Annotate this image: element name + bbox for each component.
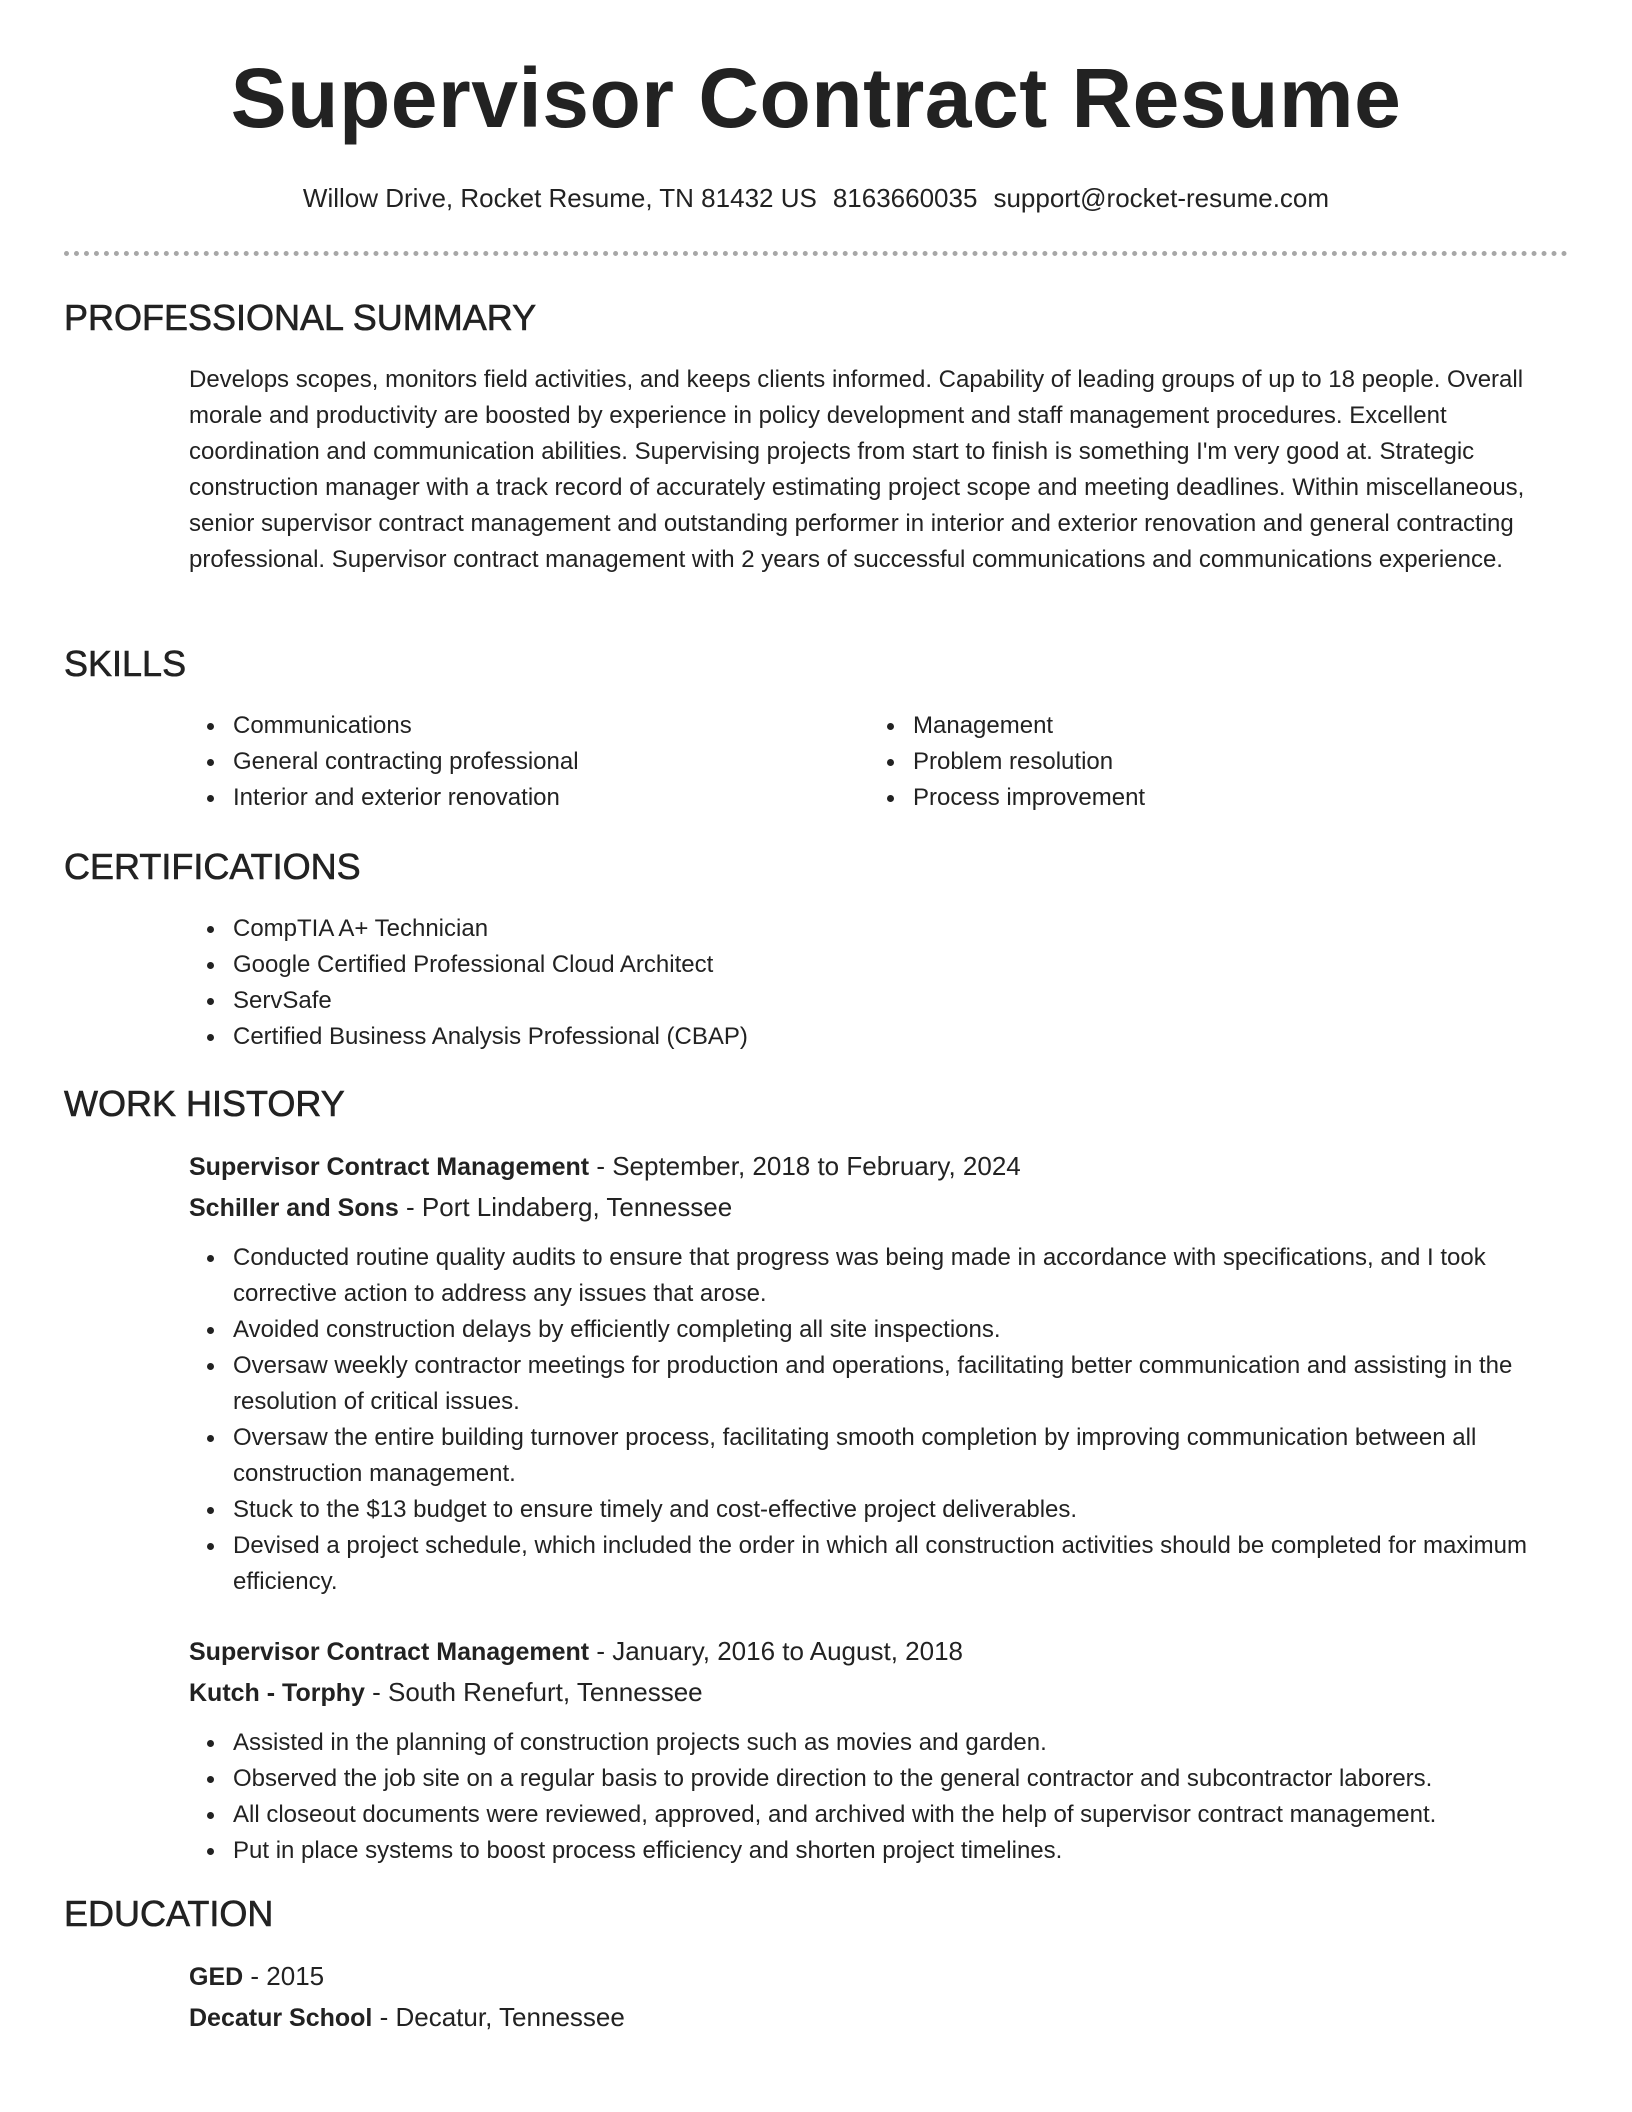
- job-location: - South Renefurt, Tennessee: [364, 1677, 703, 1707]
- certification-item: Google Certified Professional Cloud Architect: [189, 947, 1549, 983]
- job-bullet: Oversaw the entire building turnover process, facilitating smooth completion by improving communication between all construction management.: [189, 1420, 1549, 1492]
- job-title: Supervisor Contract Management: [189, 1638, 590, 1666]
- header-divider: [64, 251, 1568, 256]
- skill-item: General contracting professional: [189, 744, 869, 780]
- skill-item: Problem resolution: [869, 744, 1549, 780]
- job-entry: [189, 1146, 1549, 1600]
- skills-heading: SKILLS: [64, 643, 187, 684]
- job-bullet: Observed the job site on a regular basis to provide direction to the general contractor and subcontractor laborers.: [189, 1761, 1549, 1797]
- skill-item: Interior and exterior renovation: [189, 780, 869, 816]
- skill-item: Management: [869, 708, 1549, 744]
- job-bullets: [189, 1240, 1549, 1600]
- job-company-line: [189, 1187, 1549, 1228]
- education-heading: EDUCATION: [64, 1893, 274, 1934]
- certification-item: Certified Business Analysis Professional (CBAP): [189, 1019, 1549, 1055]
- job-bullet: Avoided construction delays by efficiently completing all site inspections.: [189, 1312, 1549, 1348]
- skill-item: Communications: [189, 708, 869, 744]
- job-bullet: Stuck to the $13 budget to ensure timely and cost-effective project deliverables.: [189, 1492, 1549, 1528]
- job-dates: - January, 2016 to August, 2018: [589, 1636, 963, 1666]
- job-bullet: Conducted routine quality audits to ensure that progress was being made in accordance with specifications, and I took corrective action to address any issues that arose.: [189, 1240, 1549, 1312]
- certifications-heading: CERTIFICATIONS: [64, 846, 361, 887]
- skills-column-left: [189, 708, 869, 816]
- job-entry: [189, 1631, 1549, 1869]
- skill-item: Process improvement: [869, 780, 1549, 816]
- certifications-section: [189, 911, 1549, 1055]
- job-title-line: [189, 1146, 1549, 1187]
- job-company: Schiller and Sons: [189, 1194, 399, 1222]
- education-school-line: [189, 1997, 1549, 2038]
- resume-title: Supervisor Contract Resume: [230, 51, 1402, 145]
- job-bullet: Put in place systems to boost process efficiency and shorten project timelines.: [189, 1833, 1549, 1869]
- education-degree-line: [189, 1956, 1549, 1997]
- summary-section: [189, 362, 1549, 578]
- education-degree: GED: [189, 1963, 244, 1991]
- job-title: Supervisor Contract Management: [189, 1153, 590, 1181]
- job-company-line: [189, 1672, 1549, 1713]
- contact-address: Willow Drive, Rocket Resume, TN 81432 US: [302, 183, 817, 213]
- job-bullet: Assisted in the planning of construction projects such as movies and garden.: [189, 1725, 1549, 1761]
- job-dates: - September, 2018 to February, 2024: [589, 1151, 1021, 1181]
- education-location: - Decatur, Tennessee: [372, 2002, 625, 2032]
- job-company: Kutch - Torphy: [189, 1679, 365, 1707]
- job-bullet: Devised a project schedule, which included the order in which all construction activities should be completed for maximum efficiency.: [189, 1528, 1549, 1600]
- skills-column-right: [869, 708, 1549, 816]
- contact-line: [0, 183, 1632, 214]
- education-school: Decatur School: [189, 2004, 373, 2032]
- contact-phone: 8163660035: [832, 183, 978, 213]
- work-history-heading: WORK HISTORY: [64, 1083, 345, 1124]
- job-bullet: Oversaw weekly contractor meetings for production and operations, facilitating better communication and assisting in the resolution of critical issues.: [189, 1348, 1549, 1420]
- certification-item: ServSafe: [189, 983, 1549, 1019]
- education-year: - 2015: [243, 1961, 325, 1991]
- summary-text: Develops scopes, monitors field activities, and keeps clients informed. Capability of leading groups of up to 18 people. Overall morale and productivity are boosted by experience in policy development and staff management procedures. Excellent coordination and communication abilities. Supervising projects from start to finish is something I'm very good at. Strategic construction manager with a track record of accurately estimating project scope and meeting deadlines. Within miscellaneous, senior supervisor contract management and outstanding performer in interior and exterior renovation and general contracting professional. Supervisor contract management with 2 years of successful communications and communications experience.: [189, 366, 1525, 573]
- certification-item: CompTIA A+ Technician: [189, 911, 1549, 947]
- education-section: [189, 1956, 1549, 2038]
- contact-email: support@rocket-resume.com: [993, 183, 1330, 213]
- skills-section: [189, 708, 1549, 816]
- job-bullets: [189, 1725, 1549, 1869]
- job-location: - Port Lindaberg, Tennessee: [398, 1192, 733, 1222]
- job-title-line: [189, 1631, 1549, 1672]
- summary-heading: PROFESSIONAL SUMMARY: [64, 297, 537, 338]
- job-bullet: All closeout documents were reviewed, approved, and archived with the help of supervisor contract management.: [189, 1797, 1549, 1833]
